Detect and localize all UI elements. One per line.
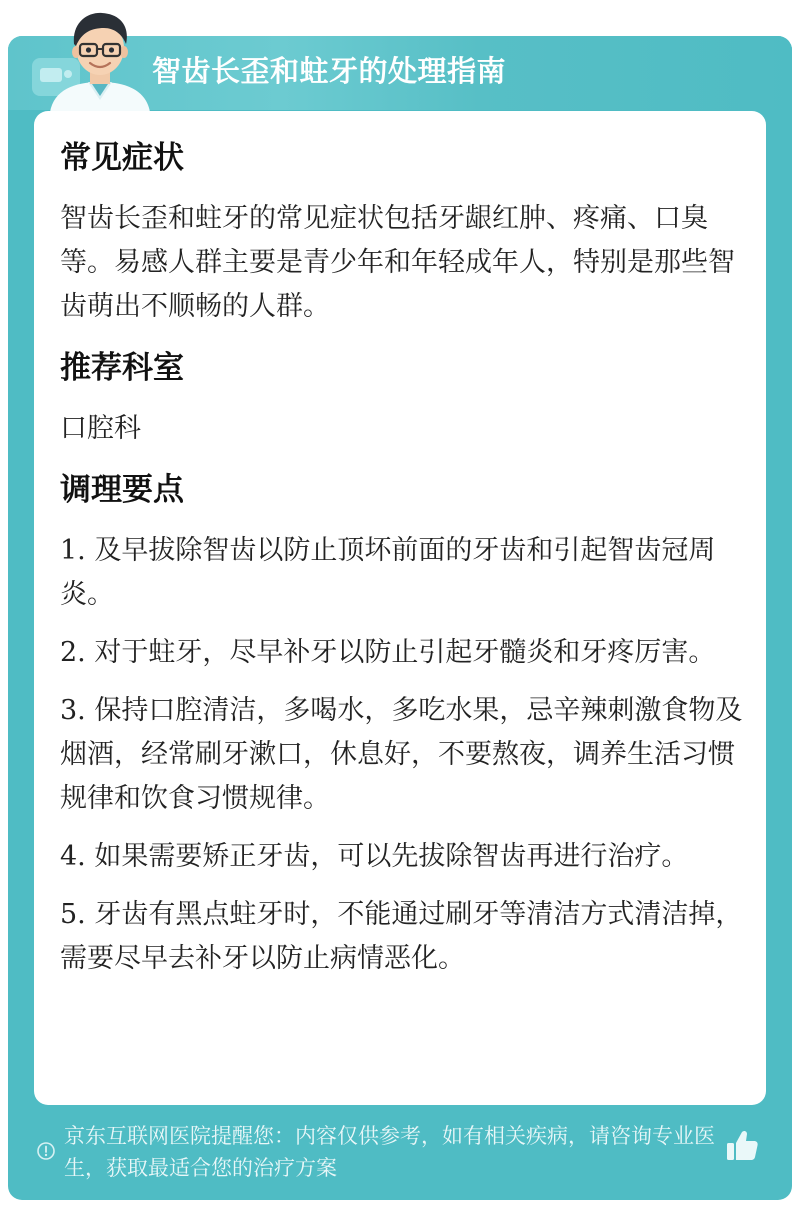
thumbs-up-icon[interactable] (724, 1128, 760, 1164)
care-item-1: 1. 及早拔除智齿以防止顶坏前面的牙齿和引起智齿冠周炎。 (60, 535, 716, 610)
card-content (60, 133, 750, 981)
department-heading: 推荐科室 (60, 350, 184, 386)
symptoms-text: 智齿长歪和蛀牙的常见症状包括牙龈红肿、疼痛、口臭等。易感人群主要是青少年和年轻成年人，特别是那些智齿萌出不顺畅的人群。 (60, 203, 735, 322)
symptoms-heading: 常见症状 (60, 140, 184, 176)
doctor-avatar-icon (40, 8, 160, 112)
department-text: 口腔科 (60, 413, 141, 444)
care-item-2: 2. 对于蛀牙，尽早补牙以防止引起牙髓炎和牙疼厉害。 (60, 637, 716, 668)
page-title: 智齿长歪和蛀牙的处理指南 (152, 54, 507, 88)
disclaimer-text: 京东互联网医院提醒您：内容仅供参考，如有相关疾病，请咨询专业医生，获取最适合您的治疗方案 (64, 1124, 715, 1180)
care-heading: 调理要点 (60, 472, 184, 508)
care-item-4: 4. 如果需要矫正牙齿，可以先拔除智齿再进行治疗。 (60, 841, 689, 872)
content-card (34, 111, 766, 1105)
care-item-3: 3. 保持口腔清洁，多喝水，多吃水果，忌辛辣刺激食物及烟酒，经常刷牙漱口，休息好，不要熬夜，调养生活习惯规律和饮食习惯规律。 (60, 695, 743, 814)
info-icon (36, 1141, 56, 1161)
care-item-5: 5. 牙齿有黑点蛀牙时，不能通过刷牙等清洁方式清洁掉，需要尽早去补牙以防止病情恶化。 (60, 899, 743, 974)
